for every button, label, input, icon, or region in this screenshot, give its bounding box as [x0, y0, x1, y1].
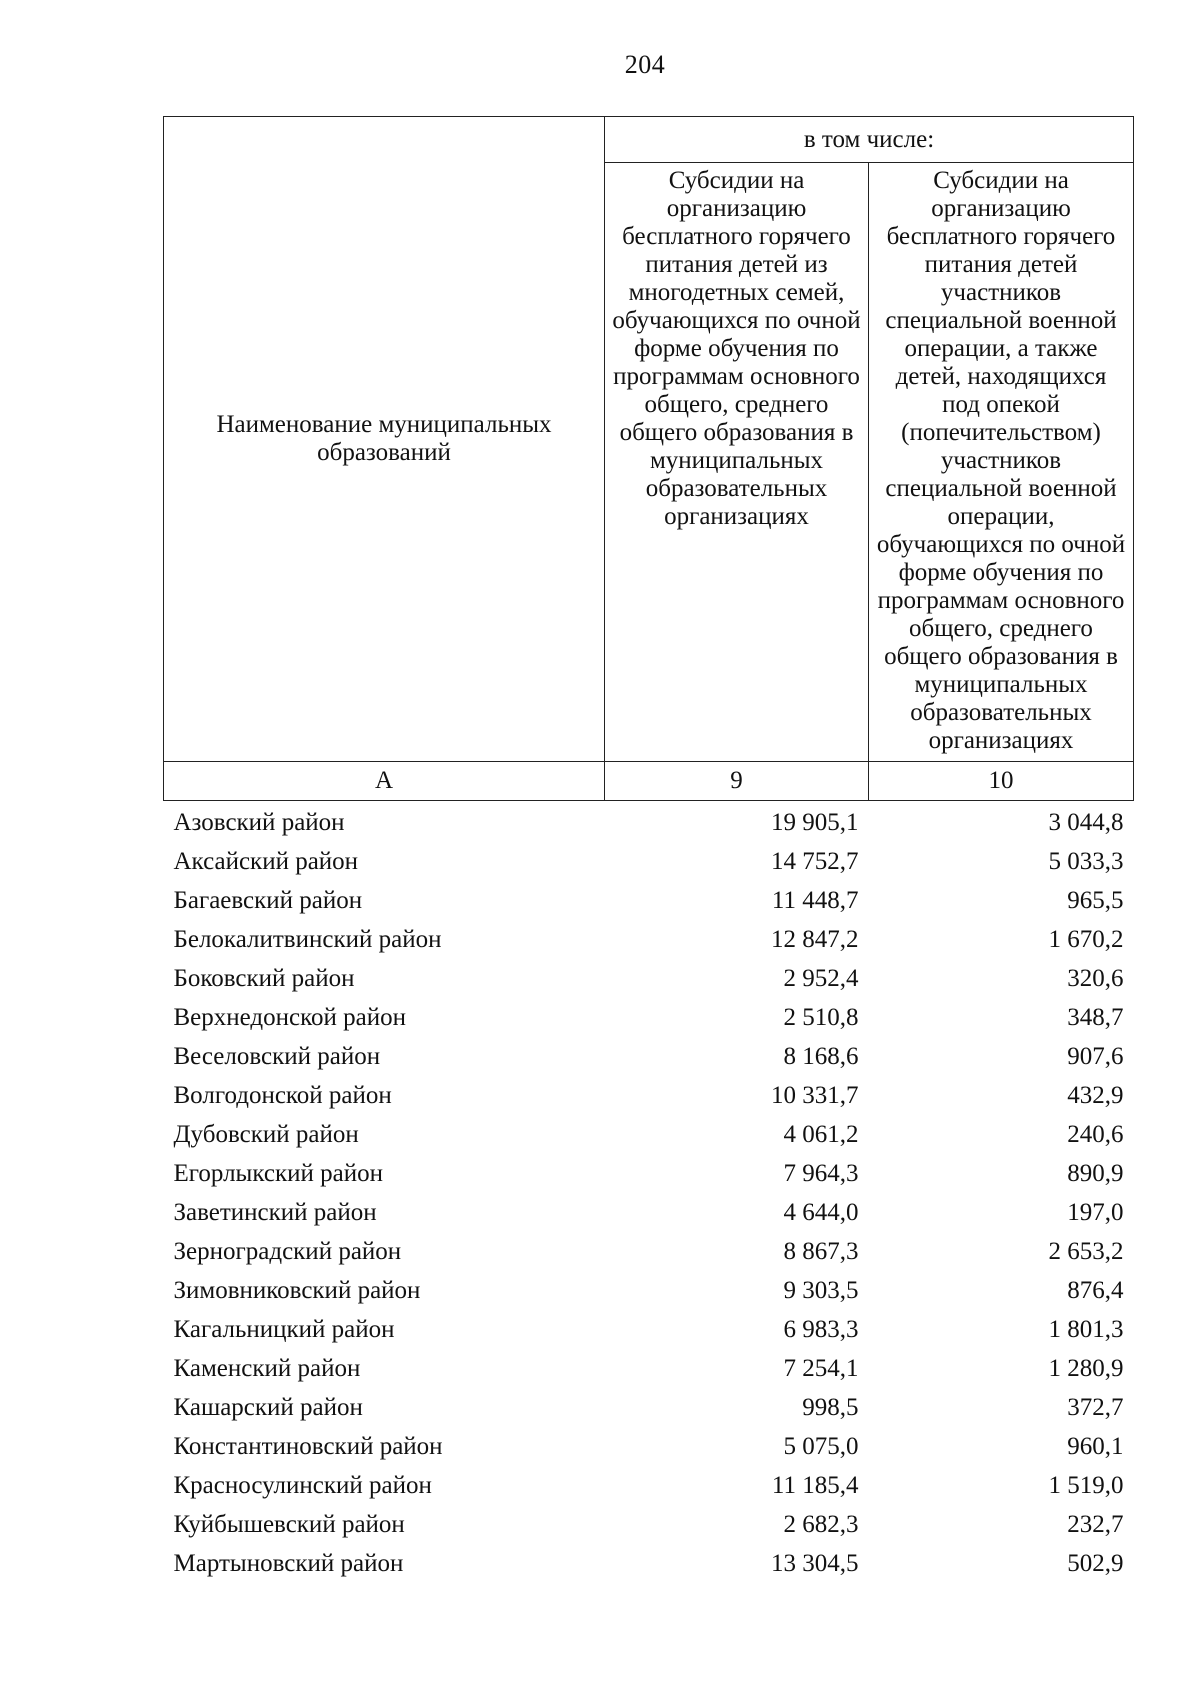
row-municipality-name: Зимовниковский район: [173, 1276, 421, 1304]
row-value-col10: 502,9: [1067, 1549, 1124, 1577]
table-row: [164, 1349, 1134, 1388]
row-value-col9: 19 905,1: [771, 808, 859, 836]
table-header: [164, 117, 1134, 801]
header-municipality: [164, 117, 605, 762]
row-municipality-name: Дубовский район: [173, 1120, 359, 1148]
row-municipality-name: Каменский район: [173, 1354, 361, 1382]
row-value-col9: 11 448,7: [771, 886, 859, 914]
row-value-col9: 4 061,2: [783, 1120, 859, 1148]
page-number: 204: [624, 50, 666, 79]
row-value-col10: 3 044,8: [1048, 808, 1124, 836]
row-value-col10: 876,4: [1067, 1276, 1124, 1304]
row-value-col10: 1 280,9: [1048, 1354, 1124, 1382]
row-municipality-name: Волгодонской район: [173, 1081, 392, 1109]
table-row: [164, 1193, 1134, 1232]
table-row: [164, 1427, 1134, 1466]
row-value-col9: 2 682,3: [783, 1510, 859, 1538]
row-value-col10: 1 670,2: [1048, 925, 1124, 953]
row-municipality-name: Заветинский район: [173, 1198, 377, 1226]
row-value-col9: 9 303,5: [783, 1276, 859, 1304]
row-municipality-name: Аксайский район: [173, 847, 359, 875]
table-row: [164, 1271, 1134, 1310]
header-including-label: в том числе:: [803, 125, 935, 153]
row-value-col10: 5 033,3: [1048, 847, 1124, 875]
header-col10-label: Субсидии на организацию бесплатного горячего питания детей участников специальной военной операции, а также детей, находящихся под опекой (попечительством) участников специальной военной операции, обучающихся по очной форме обучения по программам основного общего, среднего общего образования в муниципальных образовательных организациях: [876, 167, 1126, 754]
row-municipality-name: Кагальницкий район: [173, 1315, 395, 1343]
row-value-col9: 12 847,2: [771, 925, 859, 953]
header-col9: [605, 163, 869, 762]
row-municipality-name: Белокалитвинский район: [173, 925, 442, 953]
row-value-col10: 240,6: [1067, 1120, 1124, 1148]
row-value-col10: 1 801,3: [1048, 1315, 1124, 1343]
table-row: [164, 959, 1134, 998]
table-row: [164, 998, 1134, 1037]
row-value-col9: 8 168,6: [783, 1042, 859, 1070]
row-municipality-name: Багаевский район: [173, 886, 363, 914]
row-value-col10: 965,5: [1067, 886, 1124, 914]
table-row: [164, 1505, 1134, 1544]
code-9: 9: [605, 762, 869, 801]
subsidy-table: [163, 116, 1134, 1583]
table-row: [164, 1076, 1134, 1115]
header-including: [605, 117, 1134, 163]
row-value-col10: 1 519,0: [1048, 1471, 1124, 1499]
header-municipality-label: Наименование муниципальных образований: [216, 411, 552, 466]
row-value-col9: 6 983,3: [783, 1315, 859, 1343]
row-value-col10: 320,6: [1067, 964, 1124, 992]
table-row: [164, 1037, 1134, 1076]
code-10: 10: [869, 762, 1134, 801]
row-municipality-name: Егорлыкский район: [173, 1159, 383, 1187]
header-col10: [869, 163, 1134, 762]
row-value-col9: 13 304,5: [771, 1549, 859, 1577]
row-municipality-name: Верхнедонской район: [173, 1003, 406, 1031]
row-municipality-name: Азовский район: [173, 808, 345, 836]
code-name: А: [164, 762, 605, 801]
table-row: [164, 1232, 1134, 1271]
table-row: [164, 1154, 1134, 1193]
row-value-col9: 11 185,4: [771, 1471, 859, 1499]
row-value-col10: 372,7: [1067, 1393, 1124, 1421]
table-row: [164, 881, 1134, 920]
row-value-col10: 2 653,2: [1048, 1237, 1124, 1265]
table-row: [164, 1115, 1134, 1154]
table-body: [164, 801, 1134, 1584]
row-municipality-name: Красносулинский район: [173, 1471, 432, 1499]
row-municipality-name: Боковский район: [173, 964, 355, 992]
row-value-col9: 2 952,4: [783, 964, 859, 992]
table-row: [164, 801, 1134, 843]
table-row: [164, 1544, 1134, 1583]
row-value-col9: 7 254,1: [783, 1354, 859, 1382]
row-municipality-name: Кашарский район: [173, 1393, 363, 1421]
table-row: [164, 842, 1134, 881]
table-row: [164, 1466, 1134, 1505]
row-value-col10: 960,1: [1067, 1432, 1124, 1460]
row-value-col9: 8 867,3: [783, 1237, 859, 1265]
row-value-col10: 232,7: [1067, 1510, 1124, 1538]
row-value-col9: 7 964,3: [783, 1159, 859, 1187]
table-row: [164, 920, 1134, 959]
table-row: [164, 1310, 1134, 1349]
table-row: [164, 1388, 1134, 1427]
row-municipality-name: Веселовский район: [173, 1042, 381, 1070]
row-value-col10: 432,9: [1067, 1081, 1124, 1109]
row-municipality-name: Зерноградский район: [173, 1237, 402, 1265]
header-col9-label: Субсидии на организацию бесплатного горячего питания детей из многодетных семей, обучающихся по очной форме обучения по программам основного общего, среднего общего образования в муниципальных образовательных организациях: [612, 167, 861, 530]
row-value-col9: 2 510,8: [783, 1003, 859, 1031]
row-value-col10: 890,9: [1067, 1159, 1124, 1187]
row-value-col9: 4 644,0: [783, 1198, 859, 1226]
row-value-col10: 348,7: [1067, 1003, 1124, 1031]
row-municipality-name: Константиновский район: [173, 1432, 443, 1460]
row-value-col10: 907,6: [1067, 1042, 1124, 1070]
row-municipality-name: Мартыновский район: [173, 1549, 404, 1577]
row-value-col9: 10 331,7: [771, 1081, 859, 1109]
row-municipality-name: Куйбышевский район: [173, 1510, 405, 1538]
row-value-col9: 5 075,0: [783, 1432, 859, 1460]
row-value-col10: 197,0: [1067, 1198, 1124, 1226]
row-value-col9: 14 752,7: [771, 847, 859, 875]
row-value-col9: 998,5: [802, 1393, 859, 1421]
